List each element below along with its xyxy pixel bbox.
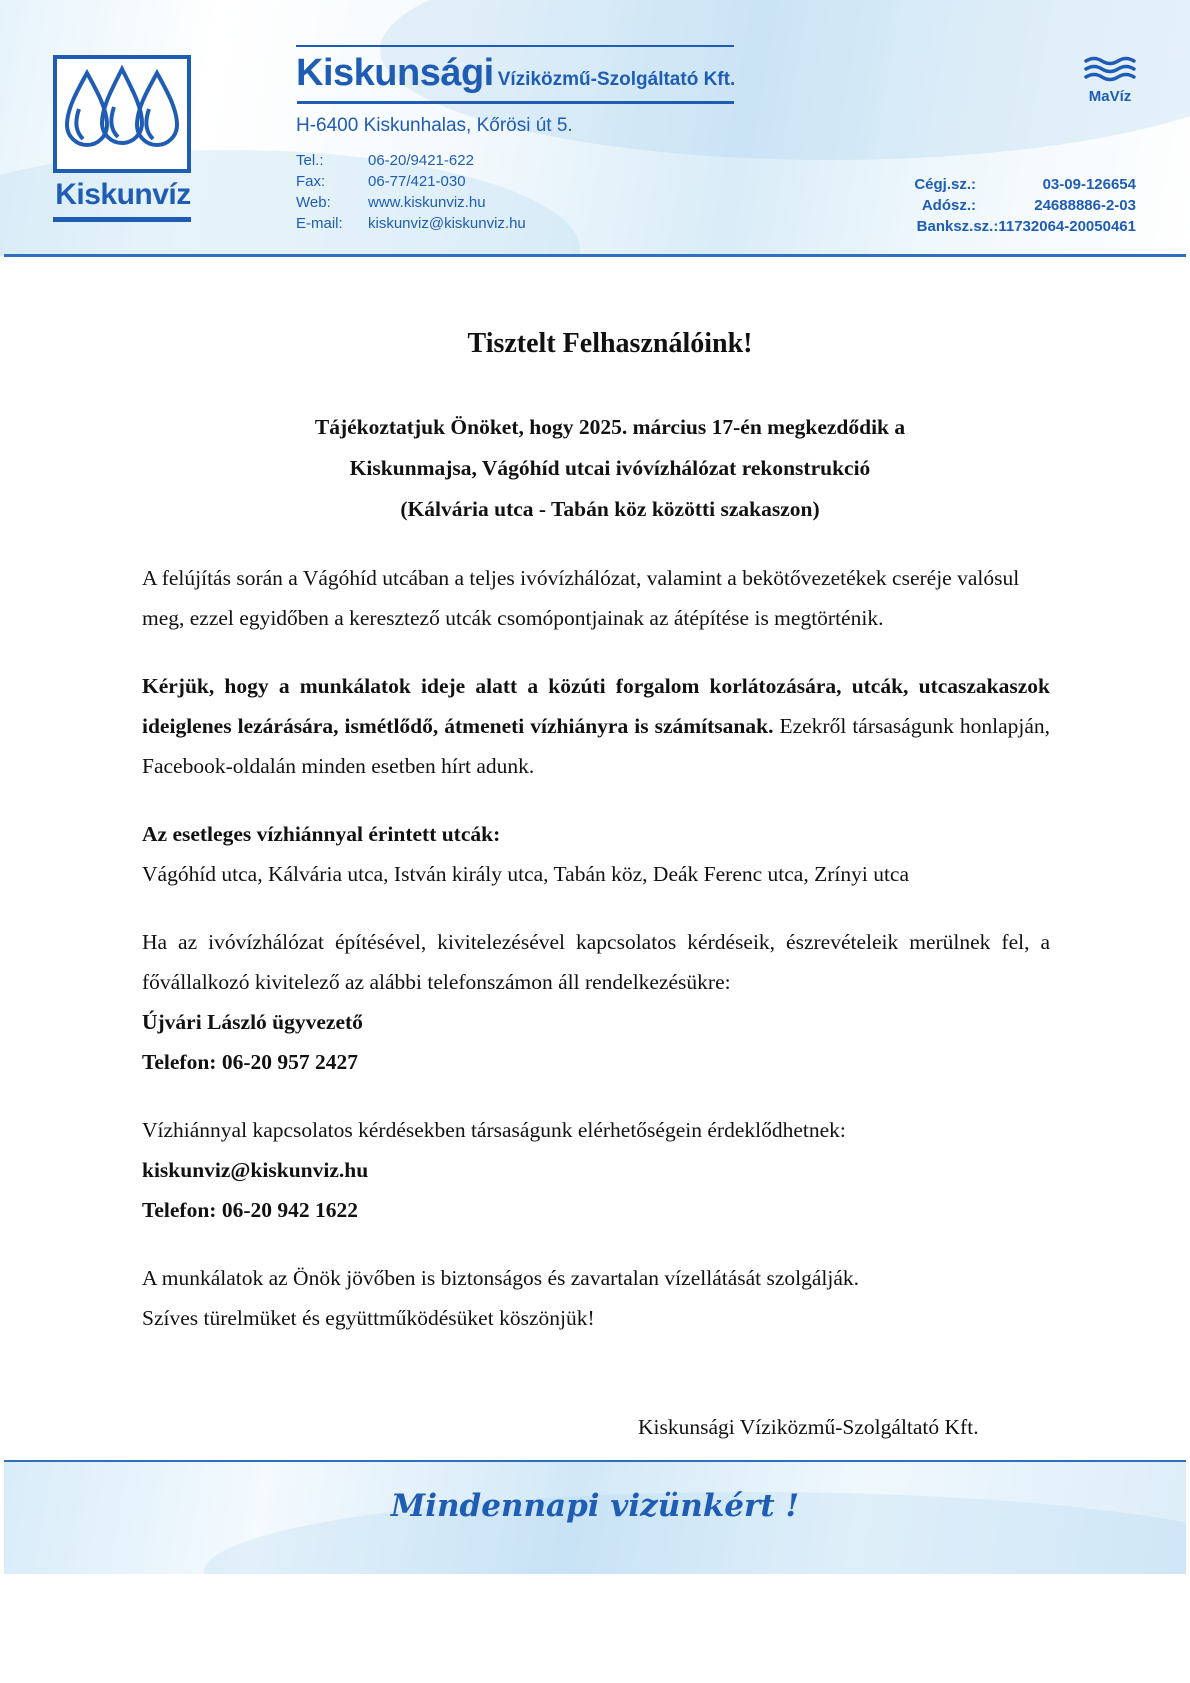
announcement <box>142 407 1050 530</box>
contractor-name: Újvári László ügyvezető <box>142 1010 363 1034</box>
contractor-phone: Telefon: 06-20 957 2427 <box>142 1050 358 1074</box>
affected-streets-list: Vágóhíd utca, Kálvária utca, István király utca, Tabán köz, Deák Ferenc utca, Zrínyi utca <box>142 862 910 886</box>
registration-row <box>914 174 1136 195</box>
letter-body <box>142 300 1050 1338</box>
footer-slogan: Mindennapi vizünkért ! <box>390 1488 800 1524</box>
registration-value: 11732064-20050461 <box>998 218 1136 235</box>
contact-row <box>296 213 526 234</box>
announcement-line: (Kálvária utca - Tabán köz közötti szakaszon) <box>400 497 820 521</box>
company-phone: Telefon: 06-20 942 1622 <box>142 1198 358 1222</box>
company-address: H-6400 Kiskunhalas, Kőrösi út 5. <box>296 115 573 136</box>
contact-row <box>296 171 526 192</box>
announcement-line: Kiskunmajsa, Vágóhíd utcai ivóvízhálózat rekonstrukció <box>349 456 871 480</box>
paragraph-request-normal: Ezekről társaságunk honlapján, Facebook-oldalán minden esetben hírt adunk. <box>142 714 1050 778</box>
closing-line: A munkálatok az Önök jövőben is biztonságos és zavartalan vízellátását szolgálják. <box>142 1266 860 1290</box>
maviz-logo-text: MaVíz <box>1088 88 1132 105</box>
affected-streets-heading: Az esetleges vízhiánnyal érintett utcák: <box>142 822 501 846</box>
paragraph-request <box>142 666 1050 786</box>
registration-value: 03-09-126654 <box>1042 176 1136 193</box>
registration-row <box>914 195 1136 216</box>
letter-title: Tisztelt Felhasználóink! <box>467 328 753 359</box>
contact-row <box>296 150 526 171</box>
contact-value: www.kiskunviz.hu <box>368 194 486 211</box>
kiskunviz-logo-icon <box>53 55 191 173</box>
contact-list <box>296 150 526 234</box>
contact-value: 06-20/9421-622 <box>368 152 474 169</box>
company-rule-top <box>296 45 734 47</box>
company-name-small: Víziközmű-Szolgáltató Kft. <box>497 69 736 90</box>
company-email: kiskunviz@kiskunviz.hu <box>142 1158 369 1182</box>
header-divider <box>4 254 1186 257</box>
paragraph-request-bold: Kérjük, hogy a munkálatok ideje alatt a közúti forgalom korlátozására, utcák, utcaszakaszok ideiglenes lezárására, ismétlődő, átmeneti vízhiányra is számítsanak. <box>142 674 1050 738</box>
paragraph-water-shortage: Vízhiánnyal kapcsolatos kérdésekben társaságunk elérhetőségein érdeklődhetnek: <box>142 1118 846 1142</box>
contact-value: 06-77/421-030 <box>368 173 466 190</box>
contact-label: Web: <box>296 194 331 211</box>
registration-row <box>914 216 1136 237</box>
contact-label: Fax: <box>296 173 326 190</box>
company-rule <box>297 101 734 104</box>
company-name-big: Kiskunsági <box>296 52 494 94</box>
signature: Kiskunsági Víziközmű-Szolgáltató Kft. <box>638 1415 979 1439</box>
maviz-logo-icon <box>1080 55 1140 107</box>
registration-list <box>914 174 1136 237</box>
registration-label: Adósz.: <box>921 197 976 214</box>
registration-label: Cégj.sz.: <box>914 176 976 193</box>
contact-row <box>296 192 526 213</box>
logo-text: Kiskunvíz <box>55 178 191 211</box>
contact-value: kiskunviz@kiskunviz.hu <box>368 215 526 232</box>
company-name <box>296 52 735 95</box>
announcement-line: Tájékoztatjuk Önöket, hogy 2025. március 17-én megkezdődik a <box>314 415 906 439</box>
contact-label: Tel.: <box>296 152 324 169</box>
contact-label: E-mail: <box>296 215 343 232</box>
registration-value: 24688886-2-03 <box>1034 197 1136 214</box>
paragraph-renovation: A felújítás során a Vágóhíd utcában a teljes ivóvízhálózat, valamint a bekötővezetékek cseréje valósul meg, ezzel egyidőben a keresztező utcák csomópontjainak az átépítése is megtörténik. <box>142 566 1020 630</box>
logo-underline <box>53 217 191 222</box>
paragraph-contractor: Ha az ivóvízhálózat építésével, kivitelezésével kapcsolatos kérdéseik, észrevételeik merülnek fel, a fővállalkozó kivitelező az alábbi telefonszámon áll rendelkezésükre: <box>142 930 1050 994</box>
closing-line: Szíves türelmüket és együttműködésüket köszönjük! <box>142 1306 595 1330</box>
registration-label: Banksz.sz.: <box>916 218 999 235</box>
